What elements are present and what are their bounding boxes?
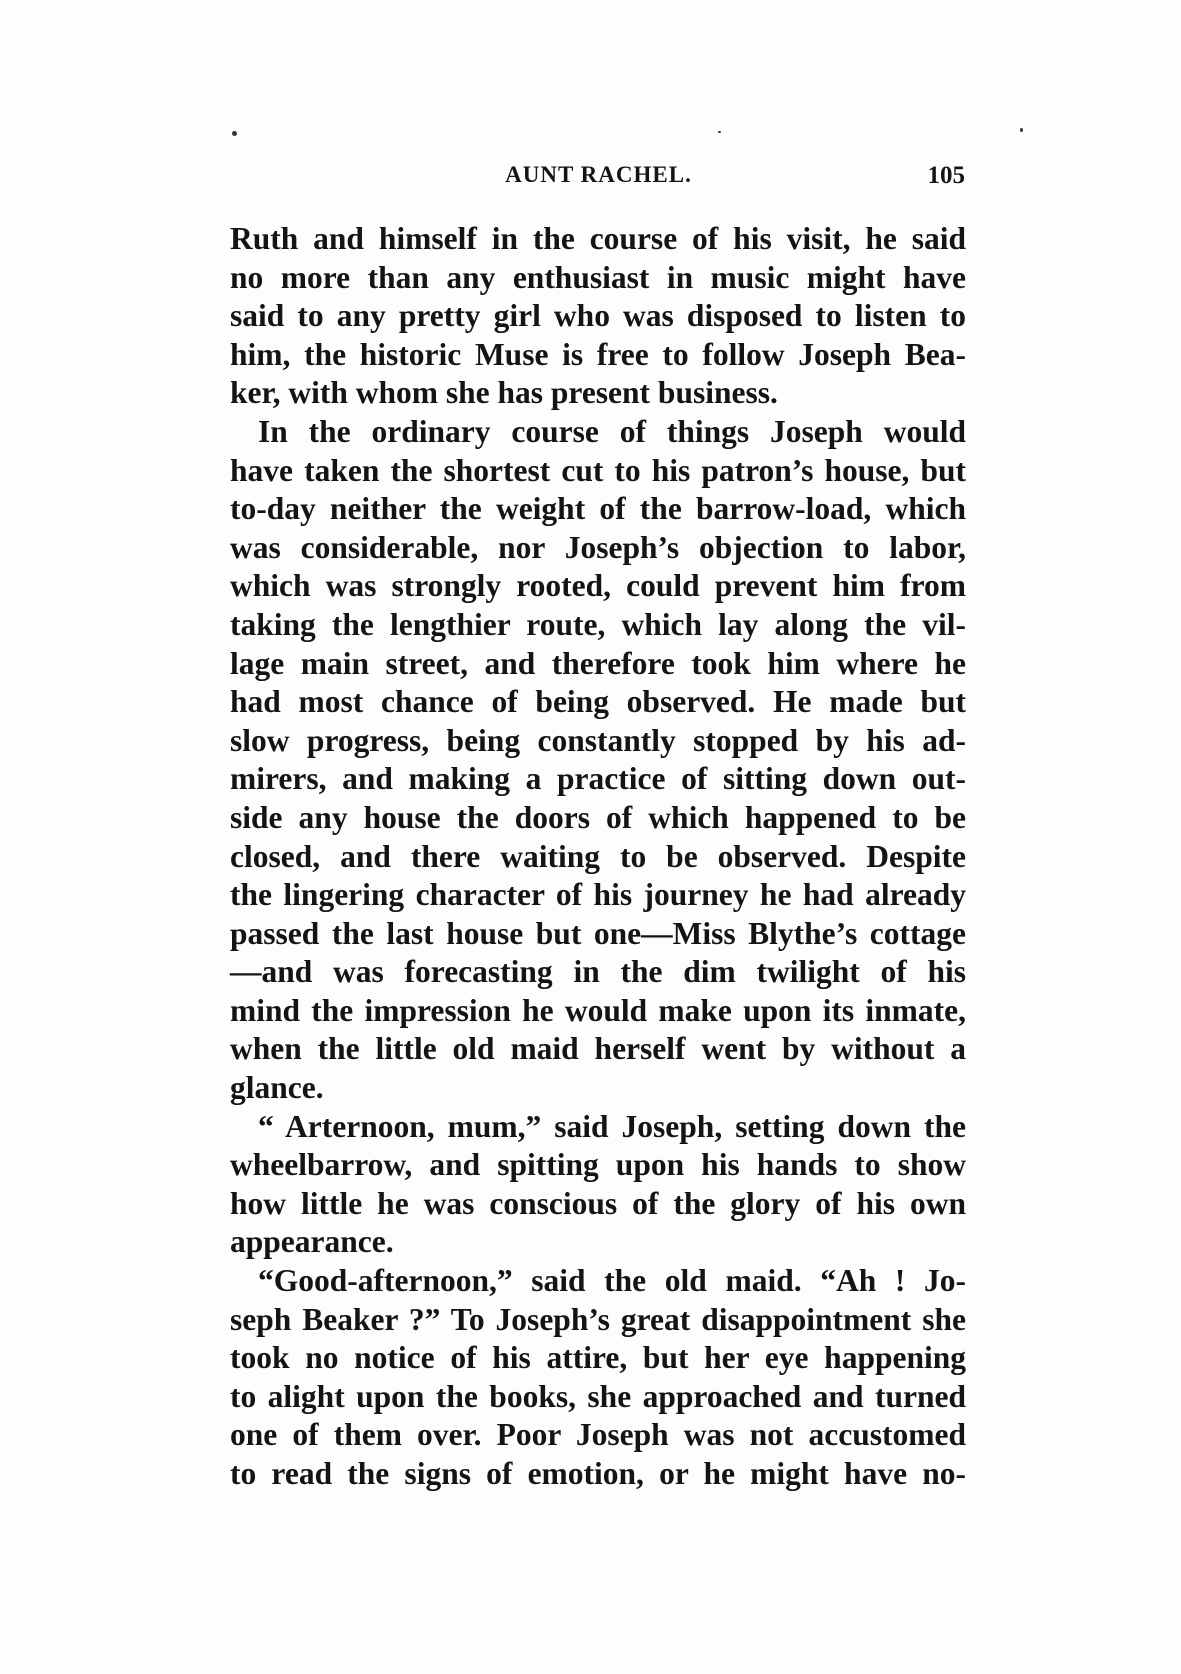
text-line: slow progress, being constantly stopped by his ad- [230, 722, 966, 758]
text-line: passed the last house but one—Miss Blythe’s cottage [230, 915, 966, 951]
text-line: appearance. [230, 1224, 394, 1260]
text-line: ker, with whom she has present business. [230, 375, 778, 411]
page-number: 105 [927, 162, 965, 189]
text-line: how little he was conscious of the glory of his own [230, 1185, 966, 1221]
text-line: mind the impression he would make upon its inmate, [230, 992, 966, 1028]
text-line: one of them over. Poor Joseph was not accustomed [230, 1417, 966, 1453]
text-line: said to any pretty girl who was disposed to listen to [230, 298, 966, 334]
text-line: when the little old maid herself went by without a [230, 1031, 966, 1067]
text-line: to alight upon the books, she approached and turned [230, 1378, 966, 1414]
text-line: taking the lengthier route, which lay along the vil- [230, 606, 966, 642]
text-line: closed, and there waiting to be observed. Despite [230, 838, 966, 874]
text-line: In the ordinary course of things Joseph would [258, 413, 966, 449]
text-line: “ Arternoon, mum,” said Joseph, setting down the [258, 1108, 966, 1144]
text-line: which was strongly rooted, could prevent him from [230, 568, 966, 604]
text-line: was considerable, nor Joseph’s objection to labor, [230, 529, 966, 565]
text-line: wheelbarrow, and spitting upon his hands to show [230, 1147, 966, 1183]
text-line: have taken the shortest cut to his patron’s house, but [230, 452, 966, 488]
text-line: —and was forecasting in the dim twilight of his [230, 954, 966, 990]
text-line: glance. [230, 1070, 324, 1106]
text-line: to-day neither the weight of the barrow-load, which [230, 491, 966, 527]
print-speck [1020, 128, 1023, 132]
text-line: had most chance of being observed. He made but [230, 684, 966, 720]
text-line: mirers, and making a practice of sitting down out- [230, 761, 966, 797]
text-line: “Good-afternoon,” said the old maid. “Ah ! Jo- [258, 1263, 966, 1299]
body-text [230, 220, 966, 1494]
print-speck [232, 131, 237, 136]
text-line: to read the signs of emotion, or he might have no- [230, 1456, 966, 1491]
text-line: the lingering character of his journey he had already [230, 877, 966, 913]
text-line: took no notice of his attire, but her eye happening [230, 1340, 966, 1376]
text-line: seph Beaker ?” To Joseph’s great disappointment she [230, 1301, 966, 1337]
text-line: Ruth and himself in the course of his visit, he said [230, 221, 966, 256]
text-line: him, the historic Muse is free to follow Joseph Bea- [230, 336, 966, 372]
print-speck [718, 131, 721, 133]
text-line: lage main street, and therefore took him where he [230, 645, 966, 681]
text-line: no more than any enthusiast in music might have [230, 259, 966, 295]
text-line: side any house the doors of which happened to be [230, 799, 966, 835]
running-head: AUNT RACHEL. [505, 162, 692, 187]
page-header [232, 162, 965, 202]
